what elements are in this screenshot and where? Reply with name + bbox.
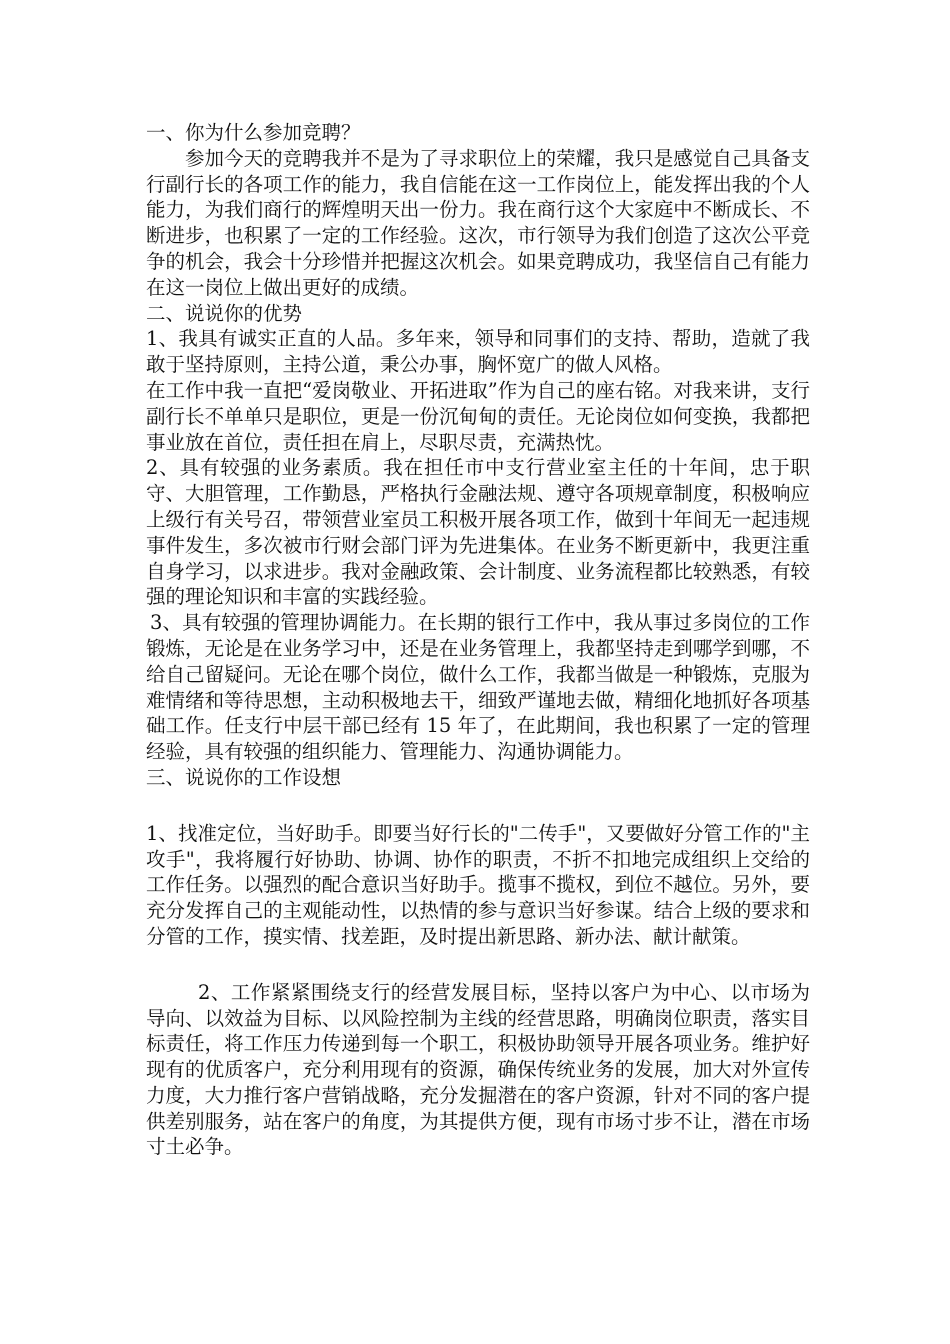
section3-heading: 三、说说你的工作设想 <box>146 765 342 789</box>
section1-paragraph: 参加今天的竞聘我并不是为了寻求职位上的荣耀，我只是感觉自己具备支行副行长的各项工作的能力，我自信能在这一工作岗位上，能发挥出我的个人能力，为我们商行的辉煌明天出一份力。我在商行这个大家庭中不断成长、不断进步，也积累了一定的工作经验。这次，市行领导为我们创造了这次公平竞争的机会，我会十分珍惜并把握这次机会。如果竞聘成功，我坚信自己有能力在这一岗位上做出更好的成绩。 <box>146 146 810 299</box>
section2-heading: 二、说说你的优势 <box>146 301 303 325</box>
blank-line <box>146 950 810 980</box>
section2-item3: 3、具有较强的管理协调能力。在长期的银行工作中，我从事过多岗位的工作锻炼，无论是在业务学习中，还是在业务管理上，我都坚持走到哪学到哪，不给自己留疑问。无论在哪个岗位，做什么工作，我都当做是一种锻炼，克服为难情绪和等待思想，主动积极地去干，细致严谨地去做，精细化地抓好各项基础工作。任支行中层干部已经有 15 年了，在此期间，我也积累了一定的管理经验，具有较强的组织能力、管理能力、沟通协调能力。 <box>146 611 810 764</box>
section3-item2: 2、工作紧紧围绕支行的经营发展目标，坚持以客户为中心、以市场为导向、以效益为目标、以风险控制为主线的经营思路，明确岗位职责，落实目标责任，将工作压力传递到每一个职工，积极协助领导开展各项业务。维护好现有的优质客户，充分利用现有的资源，确保传统业务的发展，加大对外宣传力度，大力推行客户营销战略，充分发掘潜在的客户资源，针对不同的客户提供差别服务，站在客户的角度，为其提供方便，现有市场寸步不让，潜在市场寸土必争。 <box>146 980 810 1159</box>
section2-item1: 1、我具有诚实正直的人品。多年来，领导和同事们的支持、帮助，造就了我敢于坚持原则，主持公道，秉公办事，胸怀宽广的做人风格。 <box>146 327 810 377</box>
section1-heading: 一、你为什么参加竞聘？ <box>146 121 361 144</box>
section2-item2: 2、具有较强的业务素质。我在担任市中支行营业室主任的十年间，忠于职守、大胆管理，工作勤恳，严格执行金融法规、遵守各项规章制度，积极响应上级行有关号召，带领营业室员工积极开展各项工作，做到十年间无一起违规事件发生，多次被市行财会部门评为先进集体。在业务不断更新中，我更注重自身学习，以求进步。我对金融政策、会计制度、业务流程都比较熟悉，有较强的理论知识和丰富的实践经验。 <box>146 456 810 609</box>
document-body <box>146 120 810 1160</box>
blank-line <box>146 791 810 821</box>
section3-item1: 1、找准定位，当好助手。即要当好行长的"二传手"，又要做好分管工作的"主攻手"，我将履行好协助、协调、协作的职责，不折不扣地完成组织上交给的工作任务。以强烈的配合意识当好助手。揽事不揽权，到位不越位。另外，要充分发挥自己的主观能动性，以热情的参与意识当好参谋。结合上级的要求和分管的工作，摸实情、找差距，及时提出新思路、新办法、献计献策。 <box>146 821 810 948</box>
section2-item1-continued: 在工作中我一直把“爱岗敬业、开拓进取”作为自己的座右铭。对我来讲，支行副行长不单单只是职位，更是一份沉甸甸的责任。无论岗位如何变换，我都把事业放在首位，责任担在肩上，尽职尽责，充满热忱。 <box>146 378 810 454</box>
